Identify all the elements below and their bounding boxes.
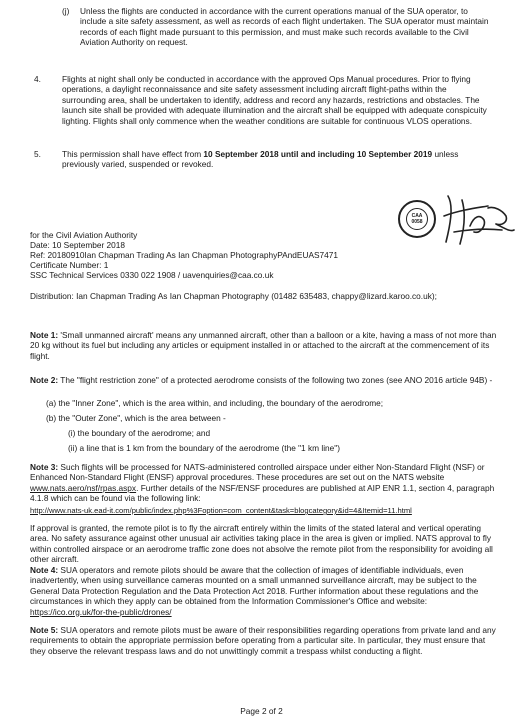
signoff-authority: for the Civil Aviation Authority bbox=[30, 230, 138, 240]
caa-seal: CAA 0058 bbox=[398, 200, 436, 238]
clause-4-text: Flights at night shall only be conducted in accordance with the approved Ops Manual procedures. Prior to flying operations, a daylight reconnaissance and site safety assessment including aircraft flight-paths within the surrounding area, shall be undertaken to identify, address and record any hazards, restrictions and obstacles. The launch site shall be provided with adequate illumination and the aircraft shall be equipped with adequate conspicuity lighting. Flights shall only commence when the weather conditions are suitable for continuous VLOS operations. bbox=[62, 74, 487, 126]
signoff-contact: SSC Technical Services 0330 022 1908 / uavenquiries@caa.co.uk bbox=[30, 270, 274, 280]
note-2-1km-line: (ii) a line that is 1 km from the boundary of the aerodrome (the "1 km line") bbox=[68, 443, 340, 453]
nats-nsf-link[interactable]: www.nats.aero/nsf/rpas.aspx bbox=[30, 482, 137, 493]
note-2-inner-zone: (a) the "Inner Zone", which is the area within, and including, the boundary of the aerodrome; bbox=[46, 398, 384, 408]
clause-5-label: 5. bbox=[34, 149, 41, 159]
note-2-boundary: (i) the boundary of the aerodrome; and bbox=[68, 428, 211, 438]
effective-dates: 10 September 2018 until and including 10 September 2019 bbox=[203, 149, 433, 159]
note-2-outer-zone: (b) the "Outer Zone", which is the area between - bbox=[46, 413, 226, 423]
page-number: Page 2 of 2 bbox=[240, 706, 283, 716]
note-3: Note 3: Such flights will be processed for NATS-administered controlled airspace under either Non-Standard Flight (NSF) or Enhanced Non-Standard Flight (ENSF) approval procedures. These procedures are set out on the NATS website www.nats.aero/nsf/rpas.aspx. Further details of the NSF/ENSF procedures are published at AIP ENR 1.1, section 4, paragraph 4.1.8 which can be found via the following link: bbox=[30, 462, 495, 504]
signoff-date: Date: 10 September 2018 bbox=[30, 240, 126, 250]
aip-link[interactable]: http://www.nats-uk.ead-it.com/public/index.php%3Foption=com_content&task=blogcategory&id=4&Itemid=11.html bbox=[30, 506, 412, 515]
signoff-certificate: Certificate Number: 1 bbox=[30, 260, 109, 270]
note-3-aip-url bbox=[30, 506, 520, 516]
note-5: Note 5: SUA operators and remote pilots must be aware of their responsibilities regarding operations from private land and any requirements to obtain the appropriate permission before operating from a particular site. In particular, they must ensure that they observe the relevant trespass laws and do not unwittingly commit a trespass whilst conducting a flight. bbox=[30, 625, 496, 656]
ico-drones-link[interactable]: https://ico.org.uk/for-the-public/drones/ bbox=[30, 606, 172, 617]
clause-j-text: Unless the flights are conducted in accordance with the current operations manual of the SUA operator, to include a site safety assessment, as well as records of each flight undertaken. The SUA operator must maintain records of each flight made pursuant to this permission, and must make such records available to the Civil Aviation Authority on request. bbox=[80, 6, 489, 48]
note-2: Note 2: The "flight restriction zone" of a protected aerodrome consists of the following two zones (see ANO 2016 article 94B) - bbox=[30, 375, 493, 385]
note-1: Note 1: 'Small unmanned aircraft' means any unmanned aircraft, other than a balloon or a kite, having a mass of not more than 20 kg without its fuel but including any articles or equipment installed in or attached to the aircraft at the commencement of its flight. bbox=[30, 330, 497, 361]
note-4: Note 4: SUA operators and remote pilots should be aware that the collection of images of identifiable individuals, even inadvertently, when using surveillance cameras mounted on a small unmanned surveillance aircraft, may be subject to the General Data Protection Regulation and the Data Protection Act 2018. Further information about these regulations and the circumstances in which they apply can be obtained from the Information Commissioner's Office and website: https://ico.org.uk/for-the-public/drones/ bbox=[30, 565, 479, 617]
note-3-approval-text: If approval is granted, the remote pilot is to fly the aircraft entirely within the limits of the stated lateral and vertical operating area. No safety assurance against other unusual air activities taking place in the area is given or implied. NATS approval to fly within controlled airspace or an aerodrome traffic zone does not absolve the remote pilot from the responsibility for avoiding all other aircraft. bbox=[30, 523, 493, 565]
signoff-ref: Ref: 20180910Ian Chapman Trading As Ian Chapman PhotographyPAndEUAS7471 bbox=[30, 250, 338, 260]
distribution-line: Distribution: Ian Chapman Trading As Ian Chapman Photography (01482 635483, chappy@lizard.karoo.co.uk); bbox=[30, 291, 437, 301]
clause-5-text: This permission shall have effect from 10 September 2018 until and including 10 September 2019 unless previously varied, suspended or revoked. bbox=[62, 149, 459, 170]
clause-4-label: 4. bbox=[34, 74, 41, 84]
clause-j-label: (j) bbox=[62, 6, 70, 16]
